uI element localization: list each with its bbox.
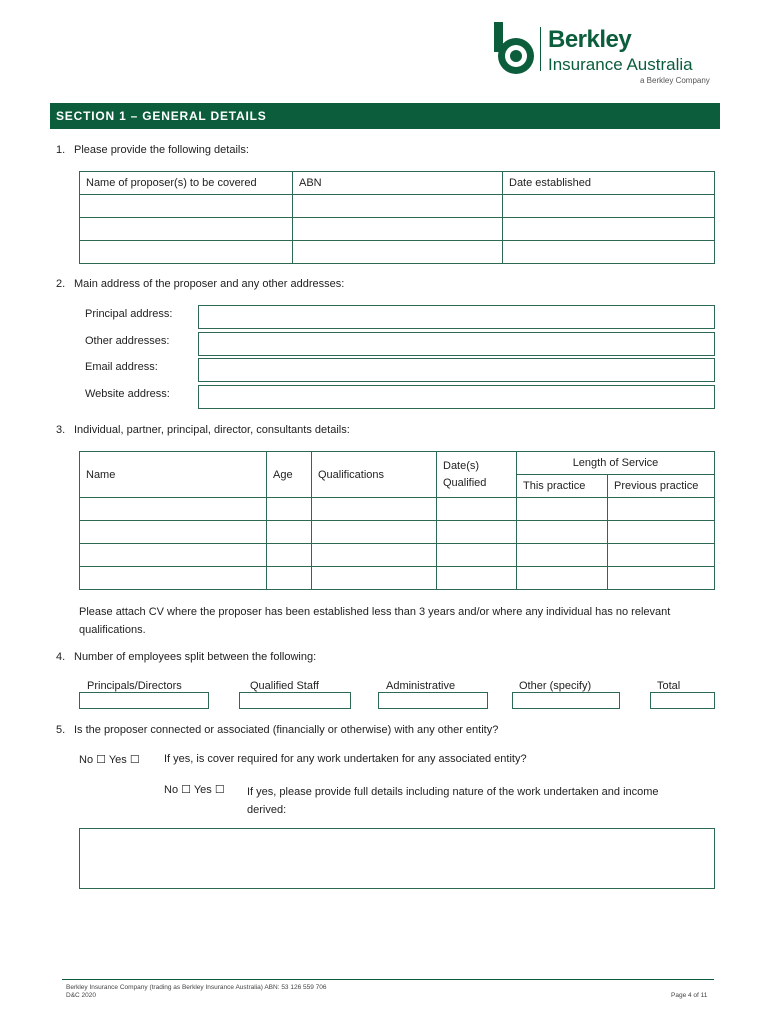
other-addresses-label: Other addresses: <box>85 335 170 347</box>
table-row <box>80 567 715 590</box>
question-3 <box>56 424 350 436</box>
individuals-table <box>79 451 715 590</box>
input-cell[interactable] <box>503 218 715 241</box>
table-row <box>80 521 715 544</box>
question-5 <box>56 724 498 736</box>
total-label: Total <box>657 680 681 692</box>
page-number: Page 4 of 11 <box>671 992 708 999</box>
header-this-practice: This practice <box>517 475 608 498</box>
details-prompt-line2: derived: <box>247 804 287 816</box>
input-cell[interactable] <box>503 241 715 264</box>
footer-company <box>66 984 327 1000</box>
header-dates-line2: Qualified <box>443 476 487 489</box>
website-address-label: Website address: <box>85 388 170 400</box>
header-abn: ABN <box>293 172 503 195</box>
input-cell[interactable] <box>267 498 312 521</box>
details-prompt-line1: If yes, please provide full details including nature of the work undertaken and income <box>247 786 659 798</box>
input-cell[interactable] <box>517 521 608 544</box>
associated-cover-question: If yes, is cover required for any work undertaken for any associated entity? <box>164 753 527 765</box>
input-cell[interactable] <box>80 218 293 241</box>
qualified-staff-label: Qualified Staff <box>250 680 319 692</box>
connected-no-yes-checkboxes[interactable]: No ☐ Yes ☐ <box>79 754 140 766</box>
header-length-of-service: Length of Service <box>517 452 715 475</box>
input-cell[interactable] <box>80 241 293 264</box>
input-cell[interactable] <box>267 567 312 590</box>
section-title: SECTION 1 – GENERAL DETAILS <box>50 103 720 129</box>
header-age: Age <box>267 452 312 498</box>
other-specify-field[interactable] <box>512 692 620 709</box>
input-cell[interactable] <box>312 498 437 521</box>
header-date-established: Date established <box>503 172 715 195</box>
input-cell[interactable] <box>293 195 503 218</box>
berkley-logo <box>492 22 732 92</box>
email-address-field[interactable] <box>198 358 715 382</box>
qualified-staff-field[interactable] <box>239 692 351 709</box>
input-cell[interactable] <box>517 498 608 521</box>
logo-name: Berkley <box>548 26 632 53</box>
input-cell[interactable] <box>608 521 715 544</box>
cover-no-yes-checkboxes[interactable]: No ☐ Yes ☐ <box>164 784 225 796</box>
input-cell[interactable] <box>608 498 715 521</box>
proposer-table <box>79 171 715 264</box>
website-address-field[interactable] <box>198 385 715 409</box>
input-cell[interactable] <box>503 195 715 218</box>
administrative-label: Administrative <box>386 680 456 692</box>
question-text: Please provide the following details: <box>74 144 249 156</box>
question-4 <box>56 651 316 663</box>
administrative-field[interactable] <box>378 692 488 709</box>
question-number: 1. <box>56 144 66 156</box>
input-cell[interactable] <box>293 218 503 241</box>
question-number: 2. <box>56 278 66 290</box>
input-cell[interactable] <box>517 567 608 590</box>
cv-note: Please attach CV where the proposer has been established less than 3 years and/or where any individual has no relevant qualifications. <box>79 606 671 636</box>
header-qualifications: Qualifications <box>312 452 437 498</box>
logo-subtitle: Insurance Australia <box>548 55 693 74</box>
table-row <box>80 498 715 521</box>
principal-address-label: Principal address: <box>85 308 173 320</box>
input-cell[interactable] <box>80 498 267 521</box>
input-cell[interactable] <box>437 498 517 521</box>
table-row <box>80 241 715 264</box>
input-cell[interactable] <box>267 521 312 544</box>
principal-address-field[interactable] <box>198 305 715 329</box>
input-cell[interactable] <box>80 521 267 544</box>
input-cell[interactable] <box>267 544 312 567</box>
input-cell[interactable] <box>312 567 437 590</box>
table-row <box>80 218 715 241</box>
logo-separator <box>540 27 541 71</box>
header-name: Name <box>80 452 267 498</box>
footer-divider <box>62 979 714 980</box>
header-name: Name of proposer(s) to be covered <box>80 172 293 195</box>
question-text: Individual, partner, principal, director, consultants details: <box>74 424 350 436</box>
input-cell[interactable] <box>312 521 437 544</box>
input-cell[interactable] <box>80 567 267 590</box>
input-cell[interactable] <box>80 544 267 567</box>
input-cell[interactable] <box>80 195 293 218</box>
input-cell[interactable] <box>608 544 715 567</box>
header-dates-line1: Date(s) <box>443 459 480 472</box>
logo-tagline: a Berkley Company <box>640 76 710 85</box>
table-row <box>80 544 715 567</box>
question-text: Is the proposer connected or associated (financially or otherwise) with any other entity? <box>74 724 499 736</box>
total-field[interactable] <box>650 692 715 709</box>
email-address-label: Email address: <box>85 361 158 373</box>
footer-line1: Berkley Insurance Company (trading as Berkley Insurance Australia) ABN: 53 126 559 706 <box>66 984 327 991</box>
question-text: Main address of the proposer and any other addresses: <box>74 278 345 290</box>
input-cell[interactable] <box>293 241 503 264</box>
other-addresses-field[interactable] <box>198 332 715 356</box>
question-1 <box>56 144 249 156</box>
input-cell[interactable] <box>437 544 517 567</box>
header-dates-qualified <box>437 452 517 498</box>
input-cell[interactable] <box>608 567 715 590</box>
other-specify-label: Other (specify) <box>519 680 592 692</box>
input-cell[interactable] <box>517 544 608 567</box>
question-number: 3. <box>56 424 66 436</box>
details-textarea[interactable] <box>79 828 715 889</box>
berkley-b-logo-icon <box>492 22 536 76</box>
question-2 <box>56 278 344 290</box>
input-cell[interactable] <box>437 521 517 544</box>
question-number: 5. <box>56 724 66 736</box>
principals-directors-field[interactable] <box>79 692 209 709</box>
input-cell[interactable] <box>437 567 517 590</box>
header-previous-practice: Previous practice <box>608 475 715 498</box>
input-cell[interactable] <box>312 544 437 567</box>
details-prompt <box>247 783 717 819</box>
table-row <box>80 195 715 218</box>
principals-directors-label: Principals/Directors <box>87 680 182 692</box>
question-text: Number of employees split between the following: <box>74 651 317 663</box>
question-number: 4. <box>56 651 66 663</box>
footer-line2: D&C 2020 <box>66 992 96 999</box>
